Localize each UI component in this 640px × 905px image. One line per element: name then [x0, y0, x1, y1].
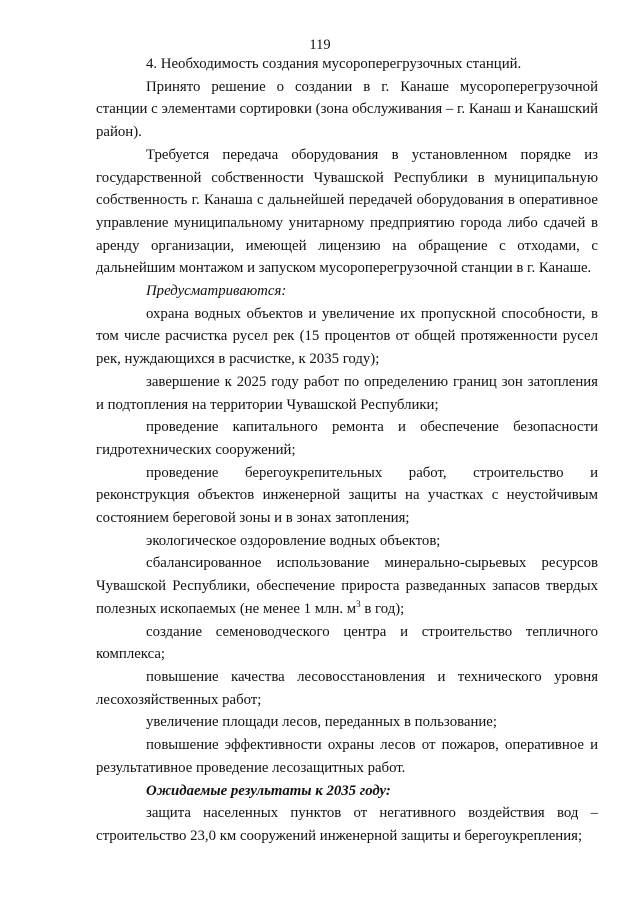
bold-italic-subheading: Ожидаемые результаты к 2035 году:	[146, 782, 391, 799]
list-item: проведение берегоукрепительных работ, строительство и реконструкция объектов инженерной защиты на участках с неустойчивым состоянием береговой зоны и в зонах затопления;	[96, 464, 598, 527]
list-item: экологическое оздоровление водных объектов;	[146, 532, 441, 549]
list-item-text: сбалансированное использование минерально-сырьевых ресурсов Чувашской Республики, обеспечение прироста разведанных запасов твердых полезных ископаемых (не менее 1 млн. м	[96, 555, 598, 617]
body-paragraph: Требуется передача оборудования в установленном порядке из государственной собственности Чувашской Республики в муниципальную собственность г. Канаша с дальнейшей передачей оборудования в оперативное управление муниципальному унитарному предприятию города либо сдачей в аренду организации, имеющей лицензию на обращение с отходами, с дальнейшим монтажом и запуском мусороперегрузочной станции в г. Канаше.	[96, 146, 598, 277]
italic-subheading: Предусматриваются:	[146, 283, 287, 300]
list-item: увеличение площади лесов, переданных в пользование;	[146, 714, 497, 731]
document-body	[96, 53, 598, 848]
list-item: охрана водных объектов и увеличение их пропускной способности, в том числе расчистка русел рек (15 процентов от общей протяженности русел рек, нуждающихся в расчистке, к 2035 году);	[96, 305, 598, 368]
list-item: завершение к 2025 году работ по определению границ зон затопления и подтопления на территории Чувашской Республики;	[96, 373, 598, 413]
list-item: создание семеноводческого центра и строительство тепличного комплекса;	[96, 623, 598, 663]
list-item: повышение качества лесовосстановления и технического уровня лесохозяйственных работ;	[96, 668, 598, 708]
page-number: 119	[309, 37, 331, 53]
section-heading-paragraph: 4. Необходимость создания мусороперегрузочных станций.	[146, 56, 522, 72]
list-item-text-tail: в год);	[360, 600, 405, 617]
list-item: проведение капитального ремонта и обеспечение безопасности гидротехнических сооружений;	[96, 419, 598, 458]
list-item: повышение эффективности охраны лесов от пожаров, оперативное и результативное проведение лесозащитных работ.	[96, 737, 598, 776]
superscript: 3	[356, 598, 361, 609]
body-paragraph: Принято решение о создании в г. Канаше мусороперегрузочной станции с элементами сортировки (зона обслуживания – г. Канаш и Канашский район).	[96, 78, 598, 141]
list-item: защита населенных пунктов от негативного воздействия вод – строительство 23,0 км сооружений инженерной защиты и берегоукрепления;	[96, 805, 598, 844]
list-item	[96, 552, 598, 620]
